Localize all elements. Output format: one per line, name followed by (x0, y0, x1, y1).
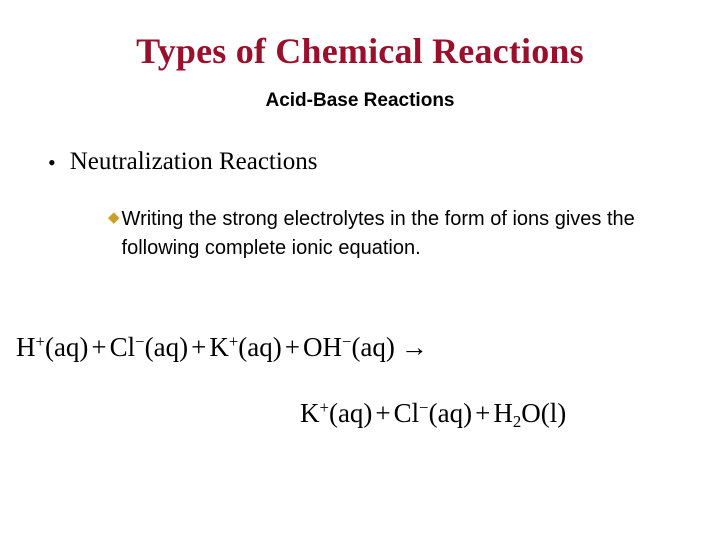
bullet-level2 (108, 205, 678, 263)
page-title: Types of Chemical Reactions (136, 31, 584, 71)
bullet-level1 (48, 148, 688, 176)
equation-line-2: $K^+(aq) + Cl^-(aq) + H_2O(l)$ (300, 398, 567, 431)
bullet-marker-icon: • (48, 150, 56, 175)
sub-bullet-marker-icon: ◆ (108, 209, 120, 226)
slide-subtitle: Acid-Base Reactions (265, 90, 455, 111)
bullet-level2-label: Writing the strong electrolytes in the form of ions gives the following complete ionic equation. (121, 208, 635, 259)
equation-line-1: H+(aq) + Cl−(aq) + K+(aq) + OH−(aq) → (16, 332, 428, 363)
bullet-level1-label: Neutralization Reactions (69, 148, 318, 175)
